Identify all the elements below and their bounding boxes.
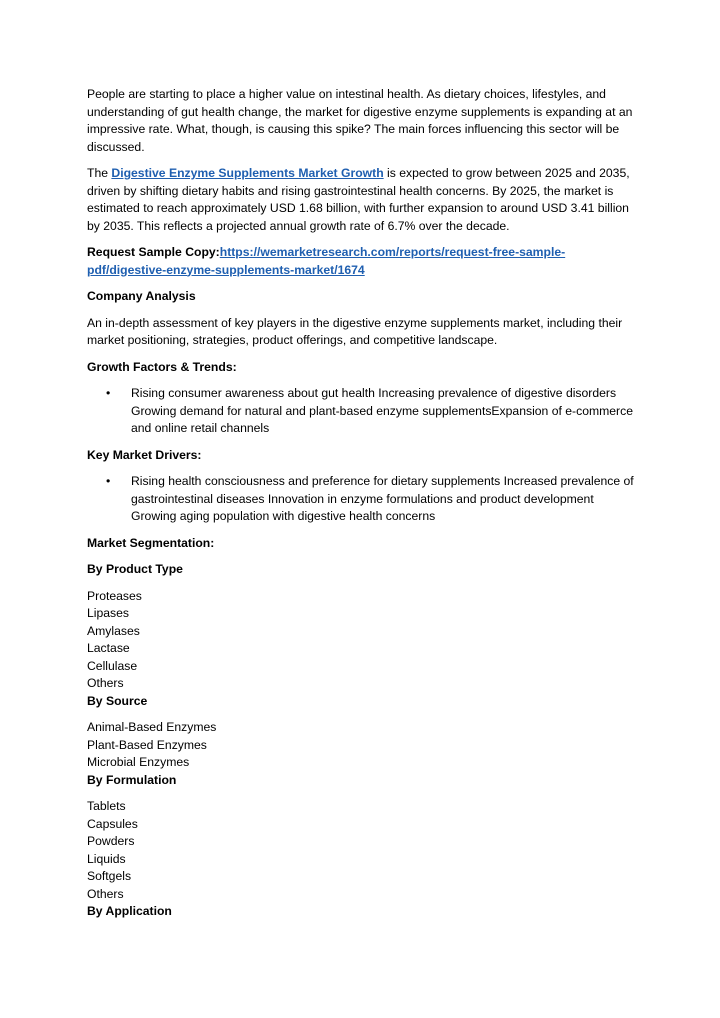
sample-paragraph xyxy=(87,244,637,279)
market-growth-link[interactable]: Digestive Enzyme Supplements Market Growth xyxy=(111,166,384,180)
by-source-heading: By Source xyxy=(87,693,148,708)
list-item: Powders xyxy=(87,834,135,848)
list-item: Liquids xyxy=(87,851,126,866)
list-item: Lactase xyxy=(87,641,130,655)
growth-factors-heading: Growth Factors & Trends: xyxy=(87,359,237,374)
list-item: Microbial Enzymes xyxy=(87,755,190,769)
by-product-type-heading: By Product Type xyxy=(87,562,183,576)
key-drivers-list-item xyxy=(87,473,637,526)
list-item: Proteases xyxy=(87,588,142,603)
growth-paragraph xyxy=(87,165,637,235)
list-item: Amylases xyxy=(87,623,140,638)
list-item: Tablets xyxy=(87,799,126,813)
bullet-icon: • xyxy=(106,474,111,488)
key-drivers-text: Rising health consciousness and preference for dietary supplements Increased prevalence of gastrointestinal diseases Innovation in enzyme formulations and product development Growing aging population with digestive health concerns xyxy=(131,474,634,523)
formulation-list xyxy=(87,798,637,903)
list-item: Cellulase xyxy=(87,658,138,673)
by-formulation-heading: By Formulation xyxy=(87,772,177,787)
company-analysis-text: An in-depth assessment of key players in the digestive enzyme supplements market, including their market positioning, strategies, product offerings, and competitive landscape. xyxy=(87,315,623,347)
list-item: Others xyxy=(87,886,124,901)
list-item: Others xyxy=(87,676,124,690)
company-analysis-heading: Company Analysis xyxy=(87,289,196,303)
market-segmentation-heading: Market Segmentation: xyxy=(87,535,215,550)
list-item: Lipases xyxy=(87,606,130,620)
growth-factors-text: Rising consumer awareness about gut health Increasing prevalence of digestive disorders Growing demand for natural and plant-based enzyme supplementsExpansion of e-commerce and online retail channels xyxy=(131,386,633,435)
list-item: Capsules xyxy=(87,816,138,831)
sample-label: Request Sample Copy: xyxy=(87,245,220,259)
growth-suffix: is expected to grow between 2025 and 2035, driven by shifting dietary habits and rising gastrointestinal health concerns. By 2025, the market is estimated to reach approximately USD 1.68 billion, with further expansion to around USD 3.41 billion by 2035. This reflects a projected annual growth rate of 6.7% over the decade. xyxy=(87,166,630,233)
list-item: Plant-Based Enzymes xyxy=(87,737,207,752)
list-item: Softgels xyxy=(87,869,132,883)
document-page xyxy=(87,86,637,930)
bullet-icon: • xyxy=(106,386,111,400)
growth-prefix: The xyxy=(87,166,112,180)
by-application-heading: By Application xyxy=(87,904,172,918)
sample-url-link[interactable]: https://wemarketresearch.com/reports/request-free-sample-pdf/digestive-enzyme-supplements-market/1674 xyxy=(87,245,566,277)
source-list xyxy=(87,719,637,772)
list-item: Animal-Based Enzymes xyxy=(87,720,217,734)
intro-paragraph: People are starting to place a higher value on intestinal health. As dietary choices, lifestyles, and understanding of gut health change, the market for digestive enzyme supplements is expanding at an impressive rate. What, though, is causing this spike? The main forces influencing this sector will be discussed. xyxy=(87,87,633,154)
product-type-list xyxy=(87,588,637,693)
growth-factors-list-item xyxy=(87,385,637,438)
key-drivers-heading: Key Market Drivers: xyxy=(87,447,202,462)
